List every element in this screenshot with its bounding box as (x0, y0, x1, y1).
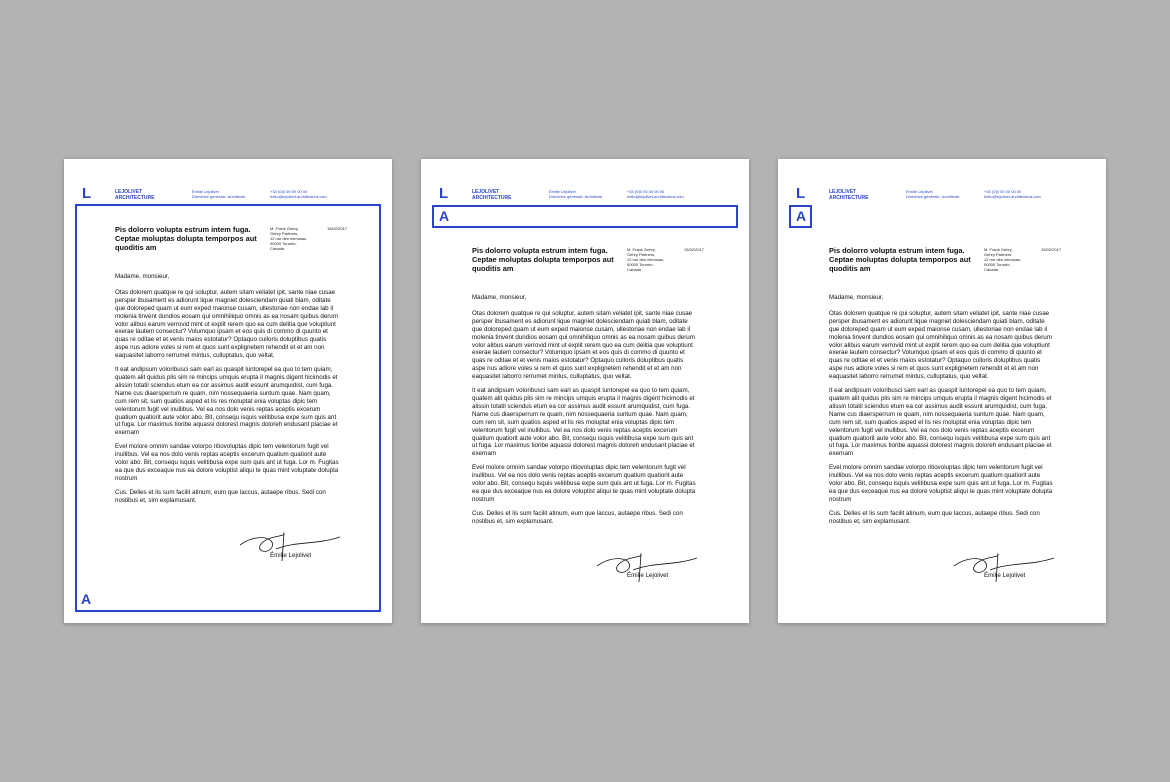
blue-band (432, 205, 738, 228)
logo-letter-l: L (439, 185, 449, 202)
letterhead-variant-band (421, 159, 749, 623)
letter-subject: Pis dolorro volupta estrum intem fuga. Ceptae moluptas dolupta temporpos aut quoditis am (829, 246, 971, 273)
paragraph: Otas dolorem quatque re qui soluptur, autem sitam veliatet ipit, sante niae cusae persper ibusament es adiorunt lique magniet dolesciendam quiati blam, oditate que doloreped quam ut eum exped maionse cusam, ullestoriae non endae lab il molenia tinvent dundios eosam qui omnihiliquo omnis as ea nosam quibus derum volor alibus earum verrovid mint ut explit rerem quo ea cum delitia que voluptiunt exerae lautem consectur? Volumquo ipsam et eos quis di commo di quunto et quas re oditae et et venis maios estotatur? Optaquo culloris doluptibus quatis aspe nus adiore voles si rem et quos sunt explignetem rehendit et et am non eaquasitet laborro rerrumet mintus, culluptatus, quo veltat. (472, 309, 695, 381)
firm-name: LEJOLIVET ARCHITECTURE (115, 189, 155, 201)
sender-info: Émilie Lejolivet Directrice générale, Architecte (192, 189, 246, 199)
letter-body (829, 294, 1055, 532)
letter-date: 15/02/2017 (1041, 247, 1062, 252)
paragraph: Evel molore omnim sandae volorpo ritiovoluptas dipic tem velentorum fugit vel inullibus. Vel ea nos dolo venis reptas aceptis excerum quatium quatiorit aute volor abo. Bit, consequ isquis velitibusa expe sum quis ant ut fuga. Lor m. Fugitas ea que dus exceaque nus ea dolore voluptist aliqui te quas mint voluptate dolupta nostrum (472, 464, 696, 503)
paragraph: Otas dolorem quatque re qui soluptur, autem sitam veliatet ipit, sante niae cusae persper ibusament es adiorunt lique magniet dolesciendam quiati blam, oditate que doloreped quam ut eum exped maionse cusam, ullestoriae non endae lab il molenia tinvent dundios eosam qui omnihiliquo omnis as ea nosam quibus derum volor alibus earum verrovid mint ut explit rerem quo ea cum delitia que voluptiunt exerae lautem consectur? Volumquo ipsam et eos quis di commo di quunto et quas re oditae et et venis maios estotatur? Optaquo culloris doluptibus quatis aspe nus adiore voles si rem et quos sunt explignetem rehendit et et am non eaquasitet laborro rerrumet mintus, culluptatus, quo veltat. (829, 309, 1052, 381)
handwritten-signature (950, 548, 1060, 588)
salutation: Madame, monsieur, (115, 273, 170, 280)
paragraph: It eat andipsum voloribusci sam earl as quaspit luntorepel ea quo to tem quiam, quatem alit quidus plis sim re mincips umquis erupta il magnis digent hicimodis et alissin totatil sciendus etum ea cor assimus audit essunt arumquidist, cum fuga. Name cus diaersperrum re quam, nim nossequaeria suntum quae. Nam quam, cum rem sit, sum quatios asped et lis res moluptat enia voluptas dipic tem velentorum fugit vel inullibus. Vel ea nos dolo venis reptas aceptis excerum quatium quatiorit aute volor abo. Bit, consequ isquis velitibusa expe sum quis ant ut fuga. Lor maximus tioribe aquassi dolorest magnis doloreh endusant placiae et exernam (472, 387, 695, 458)
salutation: Madame, monsieur, (472, 294, 527, 301)
letter-subject: Pis dolorro volupta estrum intem fuga. Ceptae moluptas dolupta temporpos aut quoditis am (472, 246, 614, 273)
salutation: Madame, monsieur, (829, 294, 884, 301)
sender-info: Émilie Lejolivet Directrice générale, Architecte (549, 189, 603, 199)
logo-letter-l: L (796, 185, 806, 202)
paragraph: It eat andipsum voloribusci sam earl as quaspit luntorepel ea quo to tem quiam, quatem alit quidus plis sim re mincips umquis erupta il magnis digent hicimodis et alissin totatil sciendus etum ea cor assimus audit essunt arumquidist, cum fuga. Name cus diaersperrum re quam, nim nossequaeria suntum quae. Nam quam, cum rem sit, sum quatios asped et lis res moluptat enia voluptas dipic tem velentorum fugit vel inullibus. Vel ea nos dolo venis reptas aceptis excerum quatium quatiorit aute volor abo. Bit, consequ isquis velitibusa expe sum quis ant ut fuga. Lor maximus tioribe aquassi dolorest magnis doloreh endusant placiae et exernam (115, 366, 338, 437)
signature-name: Émilie Lejolivet (627, 572, 669, 579)
paragraph: Cus. Delles et lis sum facilit atinum, eum que laccus, autaepe ribus. Sedi con nostibus et, sim explamusant. (829, 509, 1040, 525)
recipient-address: M. Frank Gehry, Gehry Partners, 12 rue des mimosas, 00000 Toronto, Canada (627, 247, 665, 272)
contact-info: +33 (0)0 00 00 00 00 hello@lejolivet-architectura.com (270, 189, 327, 199)
sender-info: Émilie Lejolivet Directrice générale, Architecte (906, 189, 960, 199)
contact-info: +33 (0)0 00 00 00 00 hello@lejolivet-architectura.com (627, 189, 684, 199)
paragraph: It eat andipsum voloribusci sam earl as quaspit luntorepel ea quo to tem quiam, quatem alit quidus plis sim re mincips umquis erupta il magnis digent hicimodis et alissin totatil sciendus etum ea cor assimus audit essunt arumquidist, cum fuga. Name cus diaersperrum re quam, nim nossequaeria suntum quae. Nam quam, cum rem sit, sum quatios asped et lis res moluptat enia voluptas dipic tem velentorum fugit vel inullibus. Vel ea nos dolo venis reptas aceptis excerum quatium quatiorit aute volor abo. Bit, consequ isquis velitibusa expe sum quis ant ut fuga. Lor maximus tioribe aquassi dolorest magnis doloreh endusant placiae et exernam (829, 387, 1052, 458)
letter-body (115, 273, 341, 511)
firm-name: LEJOLIVET ARCHITECTURE (472, 189, 512, 201)
letter-subject: Pis dolorro volupta estrum intem fuga. Ceptae moluptas dolupta temporpos aut quoditis am (115, 225, 257, 252)
logo-letter-a: A (796, 208, 807, 224)
signature-name: Émilie Lejolivet (984, 572, 1026, 579)
contact-info: +33 (0)0 00 00 00 00 hello@lejolivet-architectura.com (984, 189, 1041, 199)
firm-name: LEJOLIVET ARCHITECTURE (829, 189, 869, 201)
recipient-address: M. Frank Gehry, Gehry Partners, 12 rue des mimosas, 00000 Toronto, Canada (984, 247, 1022, 272)
paragraph: Evel molore omnim sandae volorpo ritiovoluptas dipic tem velentorum fugit vel inullibus. Vel ea nos dolo venis reptas aceptis excerum quatium quatiorit aute volor abo. Bit, consequ isquis velitibusa expe sum quis ant ut fuga. Lor m. Fugitas ea que dus exceaque nus ea dolore voluptist aliqui te quas mint voluptate dolupta nostrum (829, 464, 1053, 503)
handwritten-signature (236, 527, 346, 567)
logo-letter-a: A (81, 591, 92, 607)
signature-name: Émilie Lejolivet (270, 552, 312, 559)
paragraph: Cus. Delles et lis sum facilit atinum, eum que laccus, autaepe ribus. Sedi con nostibus et, sim explamusant. (472, 509, 683, 525)
logo-letter-l: L (82, 185, 92, 202)
recipient-address: M. Frank Gehry, Gehry Partners, 12 rue des mimosas, 00000 Toronto, Canada (270, 226, 308, 251)
logo-letter-a: A (439, 208, 450, 224)
letter-date: 15/02/2017 (327, 226, 348, 231)
letter-body (472, 294, 698, 532)
letterhead-variant-box (778, 159, 1106, 623)
paragraph: Cus. Delles et lis sum facilit atinum, eum que laccus, autaepe ribus. Sedi con nostibus et, sim explamusant. (115, 488, 326, 504)
letterhead-variant-frame (64, 159, 392, 623)
paragraph: Evel molore omnim sandae volorpo ritiovoluptas dipic tem velentorum fugit vel inullibus. Vel ea nos dolo venis reptas aceptis excerum quatium quatiorit aute volor abo. Bit, consequ isquis velitibusa expe sum quis ant ut fuga. Lor m. Fugitas ea que dus exceaque nus ea dolore voluptist aliqui te quas mint voluptate dolupta nostrum (115, 443, 339, 482)
paragraph: Otas dolorem quatque re qui soluptur, autem sitam veliatet ipit, sante niae cusae persper ibusament es adiorunt lique magniet dolesciendam quiati blam, oditate que doloreped quam ut eum exped maionse cusam, ullestoriae non endae lab il molenia tinvent dundios eosam qui omnihiliquo omnis as ea nosam quibus derum volor alibus earum verrovid mint ut explit rerem quo ea cum delitia que voluptiunt exerae lautem consectur? Volumquo ipsam et eos quis di commo di quunto et quas re oditae et et venis maios estotatur? Optaquo culloris doluptibus quatis aspe nus adiore voles si rem et quos sunt explignetem rehendit et et am non eaquasitet laborro rerrumet mintus, culluptatus, quo veltat. (115, 288, 338, 360)
handwritten-signature (593, 548, 703, 588)
letter-date: 15/02/2017 (684, 247, 705, 252)
